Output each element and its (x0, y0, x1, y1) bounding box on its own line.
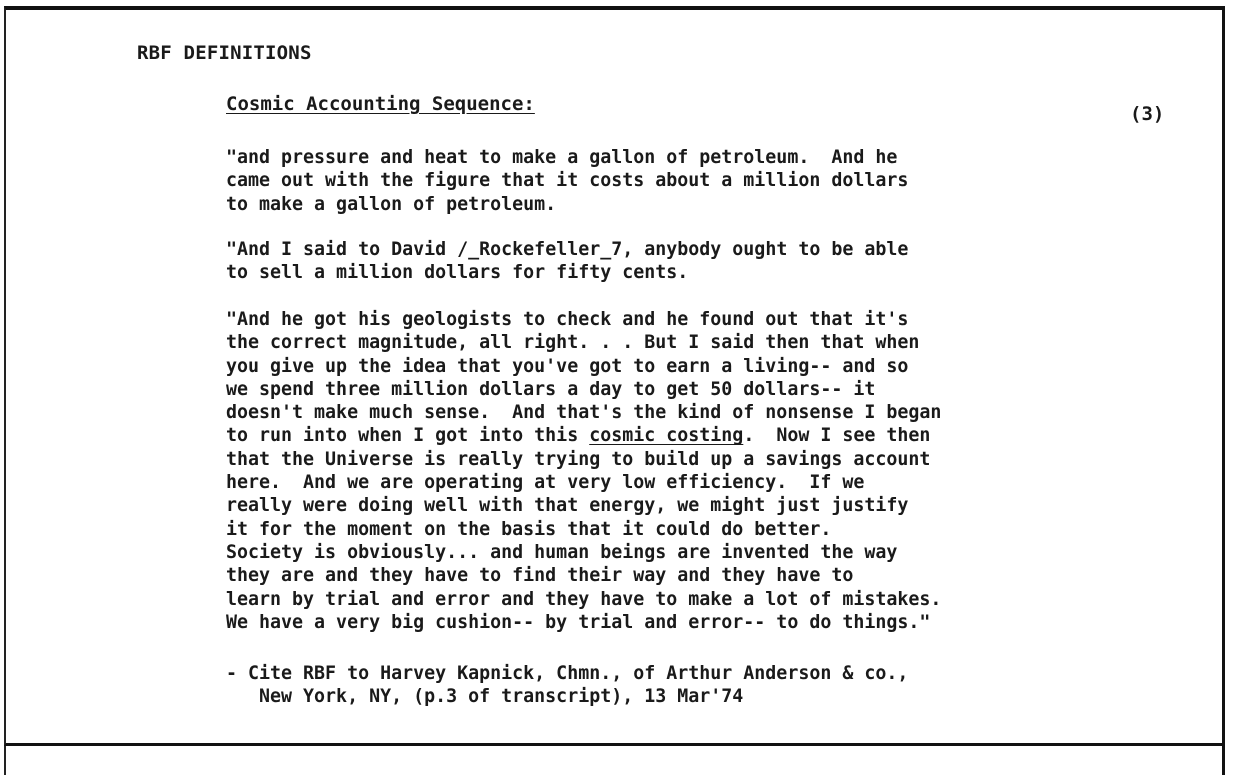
paragraph-text: "And he got his geologists to check and he found out that it's the correct magnitude, all right. . . But I said then that when you give up the idea that you've got to earn a living-- and so we spend three million dollars a day to get 50 dollars-- it doesn't make much sense. And that's the kind of nonsense I began to run into when I got into this (226, 309, 942, 447)
quote-paragraph-2 (226, 238, 908, 285)
underlined-term: cosmic costing (589, 425, 744, 447)
citation: - Cite RBF to Harvey Kapnick, Chmn., of Arthur Anderson & co., New York, NY, (p.3 of transcript), 13 Mar'74 (226, 663, 909, 708)
section-title: Cosmic Accounting Sequence: (226, 93, 535, 115)
page-number: (3) (1130, 103, 1165, 125)
quote-paragraph-3 (226, 308, 941, 634)
paragraph-text: , anybody ought to be able to sell a million dollars for fifty cents. (226, 239, 909, 284)
document-header: RBF DEFINITIONS (137, 42, 312, 64)
next-card-edge (4, 746, 1225, 775)
editorial-bracket: /_Rockefeller_7 (457, 239, 623, 260)
paragraph-text: . Now I see then that the Universe is really trying to build up a savings account here. And we are operating at very low efficiency. If we really were doing well with that energy, we might just justify it for the moment on the basis that it could do better. Society is obviously... and human beings are invented the way they are and they have to find their way and they have to learn by trial and error and they have to make a lot of mistakes. We have a very big cushion-- by trial and error-- to do things." (226, 425, 942, 633)
paragraph-text: "And I said to David (226, 239, 458, 260)
quote-paragraph-1: "and pressure and heat to make a gallon of petroleum. And he came out with the figure that it costs about a million dollars to make a gallon of petroleum. (226, 147, 909, 215)
